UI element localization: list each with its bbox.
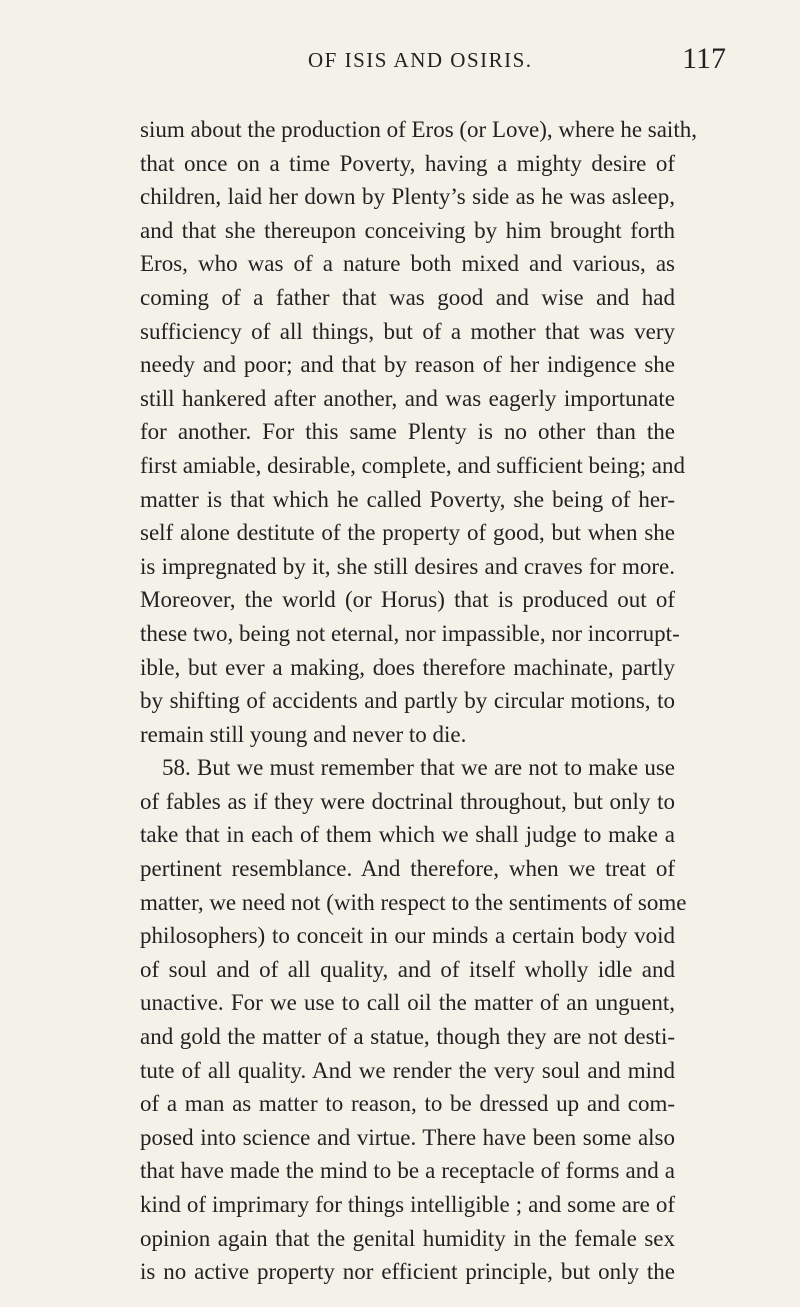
text-line: is impregnated by it, she still desires and craves for more.	[140, 553, 675, 579]
text-line: of fables as if they were doctrinal throughout, but only to	[140, 788, 675, 814]
text-line: pertinent resemblance. And therefore, when we treat of	[140, 856, 675, 882]
text-line: that have made the mind to be a receptacle of forms and a	[140, 1158, 675, 1184]
text-line: these two, being not eternal, nor impassible, nor incorrupt-	[140, 620, 680, 646]
running-head	[0, 44, 800, 84]
text-line: unactive. For we use to call oil the matter of an unguent,	[140, 990, 675, 1016]
text-line: posed into science and virtue. There have been some also	[140, 1124, 675, 1150]
text-line: by shifting of accidents and partly by circular motions, to	[140, 688, 675, 714]
text-line: Eros, who was of a nature both mixed and various, as	[140, 251, 675, 277]
text-line: tute of all quality. And we render the very soul and mind	[140, 1057, 675, 1083]
text-line: is no active property nor efficient principle, but only the	[140, 1259, 675, 1285]
page-number: 117	[682, 42, 726, 75]
text-line: and that she thereupon conceiving by him brought forth	[140, 217, 675, 243]
text-line: self alone destitute of the property of good, but when she	[140, 520, 675, 546]
text-line: sufficiency of all things, but of a mother that was very	[140, 318, 675, 344]
text-line: of a man as matter to reason, to be dressed up and com-	[140, 1091, 675, 1117]
text-line: first amiable, desirable, complete, and sufficient being; and	[140, 452, 686, 478]
text-line: and gold the matter of a statue, though they are not desti-	[140, 1024, 675, 1050]
text-line: remain still young and never to die.	[140, 721, 467, 747]
text-line: that once on a time Poverty, having a mighty desire of	[140, 150, 675, 176]
text-line: of soul and of all quality, and of itself wholly idle and	[140, 956, 675, 982]
text-line: coming of a father that was good and wise and had	[140, 284, 675, 310]
text-line: sium about the production of Eros (or Love), where he saith,	[140, 117, 697, 142]
text-line: kind of imprimary for things intelligible ; and some are of	[140, 1192, 675, 1217]
text-line: for another. For this same Plenty is no other than the	[140, 419, 675, 445]
text-line: Moreover, the world (or Horus) that is produced out of	[140, 587, 675, 613]
text-line: opinion again that the genital humidity in the female sex	[140, 1225, 675, 1251]
text-line: take that in each of them which we shall judge to make a	[140, 822, 675, 848]
running-title: OF ISIS AND OSIRIS.	[308, 48, 533, 72]
text-line: philosophers) to conceit in our minds a certain body void	[140, 923, 675, 949]
text-line: matter, we need not (with respect to the sentiments of some	[140, 889, 687, 915]
text-line: 58. But we must remember that we are not to make use	[162, 755, 675, 781]
body-text	[140, 113, 697, 1289]
text-line: still hankered after another, and was eagerly importunate	[140, 385, 675, 411]
text-line: ible, but ever a making, does therefore machinate, partly	[140, 654, 675, 680]
text-line: matter is that which he called Poverty, she being of her-	[140, 486, 675, 512]
text-line: children, laid her down by Plenty’s side as he was asleep,	[140, 184, 675, 210]
text-line: needy and poor; and that by reason of her indigence she	[140, 352, 675, 378]
